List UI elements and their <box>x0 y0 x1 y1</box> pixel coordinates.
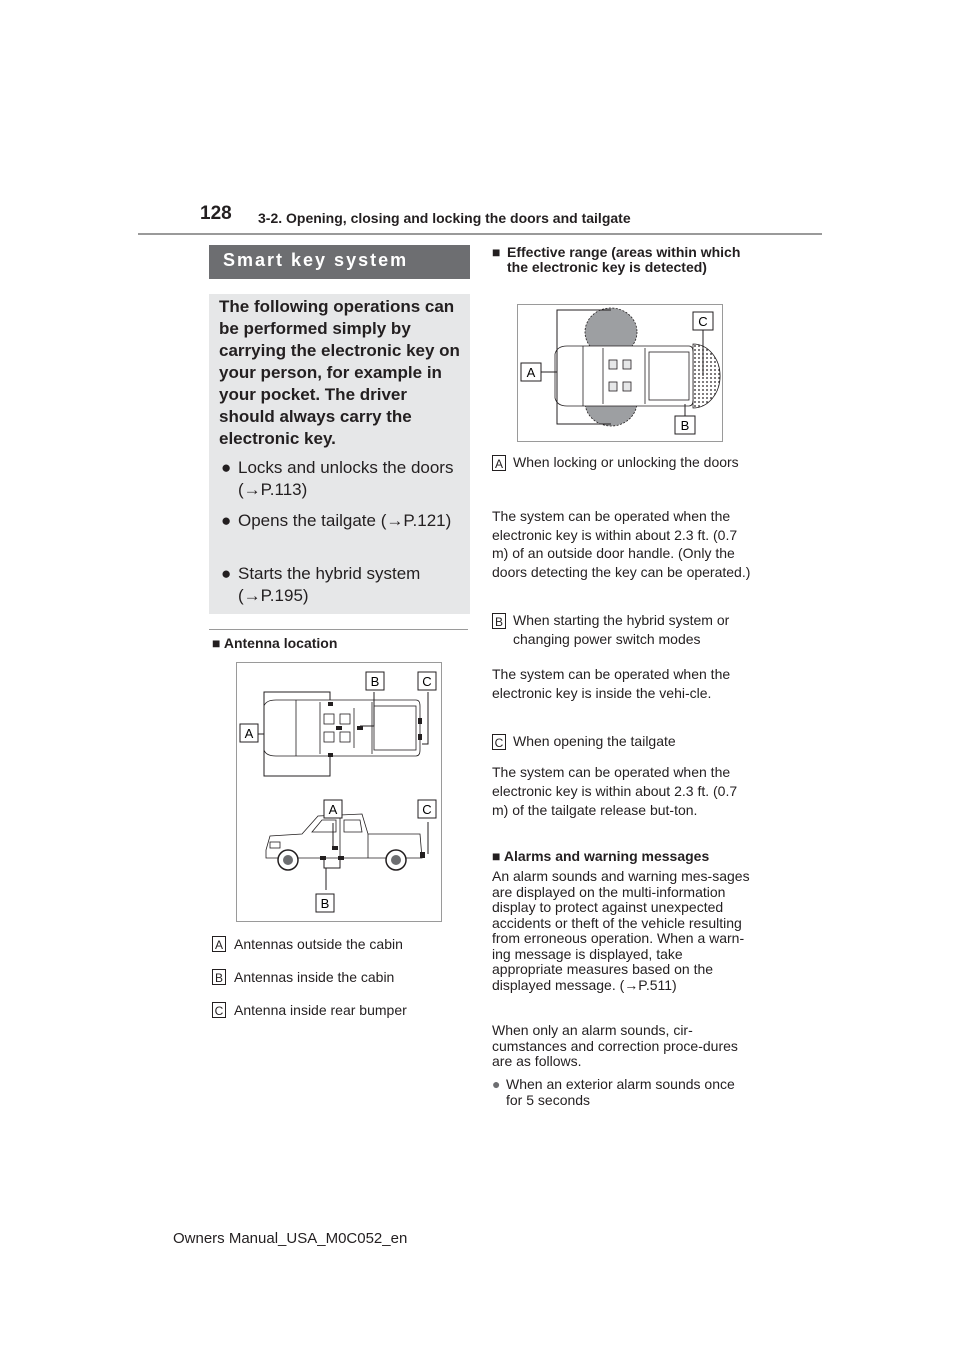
bullet-dot-icon: ● <box>221 564 232 583</box>
antenna-marker <box>338 856 344 860</box>
antenna-heading-text: Antenna location <box>223 635 338 651</box>
bullet-dot-icon: ● <box>221 458 232 477</box>
label-a: A <box>328 802 338 817</box>
alarms-heading <box>492 849 754 864</box>
chapter-title: 3-2. Opening, closing and locking the doors and tailgate <box>258 210 631 226</box>
legend-text: Antenna inside rear bumper <box>234 1002 407 1018</box>
intro-bullet <box>219 563 467 607</box>
antenna-marker <box>320 856 326 860</box>
bullet-text: Opens the tailgate (→P.121) <box>238 511 452 530</box>
wheel-hub <box>391 855 401 865</box>
header-divider <box>138 233 822 235</box>
footer-text: Owners Manual_USA_M0C052_en <box>173 1230 408 1247</box>
range-item-desc: The system can be operated when the electronic key is inside the vehi-cle. <box>492 666 731 701</box>
label-c: C <box>422 674 432 689</box>
legend-text: Antennas inside the cabin <box>234 969 395 985</box>
page-number: 128 <box>200 203 232 224</box>
range-item-a <box>492 453 752 472</box>
label-c: C <box>422 802 432 817</box>
antenna-marker <box>336 726 342 730</box>
legend-row <box>212 936 467 954</box>
legend-row <box>212 1002 467 1020</box>
alarms-heading-text: Alarms and warning messages <box>503 848 710 864</box>
label-a: A <box>526 365 536 380</box>
intro-box <box>209 294 470 614</box>
range-item-c <box>492 732 754 751</box>
label-b: B <box>680 418 690 433</box>
alarms-paragraph: When only an alarm sounds, cir-cumstances and correction proce-dures are as follows. <box>492 1022 738 1069</box>
diagram-frame <box>237 663 442 922</box>
intro-text: The following operations can be performed simply by carrying the electronic key on your person, for example in your pocket. The driver should always carry the electronic key. <box>219 297 460 448</box>
range-item-desc: The system can be operated when the electronic key is within about 2.3 ft. (0.7 m) of an outside door handle. (Only the doors detecting the key can be operated.) <box>492 508 751 580</box>
bullet-dot-icon: ● <box>492 1076 501 1092</box>
antenna-location-diagram <box>236 662 442 922</box>
antenna-heading <box>212 636 467 651</box>
antenna-marker <box>332 846 338 850</box>
antenna-marker <box>418 718 422 724</box>
range-item-b <box>492 611 754 649</box>
range-item-title: When locking or unlocking the doors <box>513 454 739 470</box>
alarms-bullet-text: When an exterior alarm sounds once for 5 seconds <box>506 1076 735 1108</box>
legend-label: C <box>212 1002 226 1018</box>
range-heading-text: Effective range (areas within which the electronic key is detected) <box>507 244 741 275</box>
legend-row <box>212 969 467 987</box>
range-item-desc: The system can be operated when the electronic key is within about 2.3 ft. (0.7 m) of the tailgate release but-ton. <box>492 764 738 818</box>
wheel-hub <box>283 855 293 865</box>
bullet-dot-icon: ● <box>221 511 232 530</box>
square-bullet-icon: ■ <box>492 244 501 260</box>
antenna-marker <box>418 734 422 740</box>
label-c: C <box>698 314 708 329</box>
alarms-bullet <box>492 1077 754 1108</box>
legend-label: A <box>212 936 226 952</box>
antenna-marker <box>357 726 363 730</box>
label-b: B <box>320 896 330 911</box>
label-b: B <box>370 674 380 689</box>
alarms-paragraph: An alarm sounds and warning mes-sages are displayed on the multi-information display to protect against unexpected accidents or theft of the vehicle resulting from erroneous operation. When a warn-ing message is displayed, take appropriate measures based on the displayed message. (→P.511) <box>492 868 750 993</box>
range-item-label: A <box>492 455 506 471</box>
label-a: A <box>244 726 254 741</box>
section-divider <box>209 629 468 630</box>
effective-range-diagram <box>517 304 723 442</box>
square-bullet-icon: ■ <box>212 635 221 651</box>
square-bullet-icon: ■ <box>492 848 501 864</box>
section-title: Smart key system <box>223 250 409 270</box>
truck-top-view <box>555 346 693 406</box>
range-item-title: When starting the hybrid system or changing power switch modes <box>513 612 730 647</box>
intro-bullet <box>219 457 467 501</box>
range-heading <box>492 245 742 275</box>
antenna-marker <box>420 852 425 858</box>
section-title-bar <box>209 245 470 279</box>
legend-label: B <box>212 969 226 985</box>
antenna-marker <box>328 702 333 706</box>
bullet-text: Starts the hybrid system (→P.195) <box>238 564 421 605</box>
range-item-label: C <box>492 734 506 750</box>
intro-bullet <box>219 510 467 532</box>
legend-text: Antennas outside the cabin <box>234 936 403 952</box>
bullet-text: Locks and unlocks the doors (→P.113) <box>238 458 454 499</box>
range-item-label: B <box>492 613 506 629</box>
range-item-title: When opening the tailgate <box>513 733 676 749</box>
